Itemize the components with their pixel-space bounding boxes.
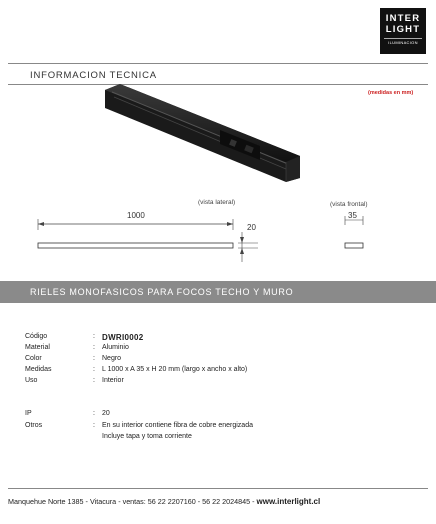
- spec-colon: :: [93, 377, 95, 384]
- lateral-view-label: (vista lateral): [198, 199, 236, 206]
- product-banner: [0, 281, 436, 303]
- logo-line-1: INTER: [385, 13, 421, 24]
- footer-divider: [8, 488, 428, 489]
- spec-colon: :: [93, 333, 95, 340]
- product-title: RIELES MONOFASICOS PARA FOCOS TECHO Y MURO: [30, 287, 294, 297]
- spec-value-code: DWRI0002: [102, 333, 144, 342]
- logo-line-2: LIGHT: [385, 24, 421, 35]
- footer-sep: -: [197, 497, 201, 506]
- frontal-rail-outline: [345, 243, 363, 248]
- footer: [8, 497, 320, 506]
- spec-value: 20: [102, 410, 110, 417]
- spec-colon: :: [93, 344, 95, 351]
- spec-label: Medidas: [25, 366, 52, 373]
- footer-sep: -: [118, 497, 121, 506]
- spec-label: Código: [25, 333, 48, 340]
- footer-city: Vitacura: [89, 497, 117, 506]
- spec-label: IP: [25, 410, 32, 417]
- footer-address: Manquehue Norte 1385: [8, 497, 84, 506]
- height-value: 20: [247, 223, 256, 232]
- footer-phone-2: 56 22 2024845: [202, 497, 251, 506]
- section-title: INFORMACION TECNICA: [30, 70, 157, 81]
- frontal-view-label: (vista frontal): [330, 201, 368, 208]
- spec-colon: :: [93, 422, 95, 429]
- spec-colon: :: [93, 366, 95, 373]
- spec-value: Negro: [102, 355, 122, 362]
- spec-label: Otros: [25, 422, 43, 429]
- footer-website-link[interactable]: www.interlight.cl: [256, 497, 321, 506]
- spec-label: Uso: [25, 377, 38, 384]
- width-value: 35: [348, 211, 357, 220]
- spec-label: Color: [25, 355, 42, 362]
- units-note: (medidas en mm): [368, 90, 414, 96]
- spec-value: En su interior contiene fibra de cobre energizada: [102, 422, 253, 429]
- footer-sep: -: [252, 497, 255, 506]
- logo-line-3: ILUMINACION: [384, 38, 422, 46]
- lateral-rail-outline: [38, 243, 233, 248]
- footer-sep: -: [85, 497, 88, 506]
- spec-value: Aluminio: [102, 344, 129, 351]
- footer-sales-phone: ventas: 56 22 2207160: [122, 497, 196, 506]
- spec-value: Interior: [102, 377, 124, 384]
- spec-colon: :: [93, 355, 95, 362]
- spec-label: Material: [25, 344, 50, 351]
- spec-value: Incluye tapa y toma corriente: [102, 433, 192, 440]
- length-value: 1000: [127, 211, 145, 220]
- spec-colon: :: [93, 410, 95, 417]
- spec-value: L 1000 x A 35 x H 20 mm (largo x ancho x alto): [102, 366, 248, 373]
